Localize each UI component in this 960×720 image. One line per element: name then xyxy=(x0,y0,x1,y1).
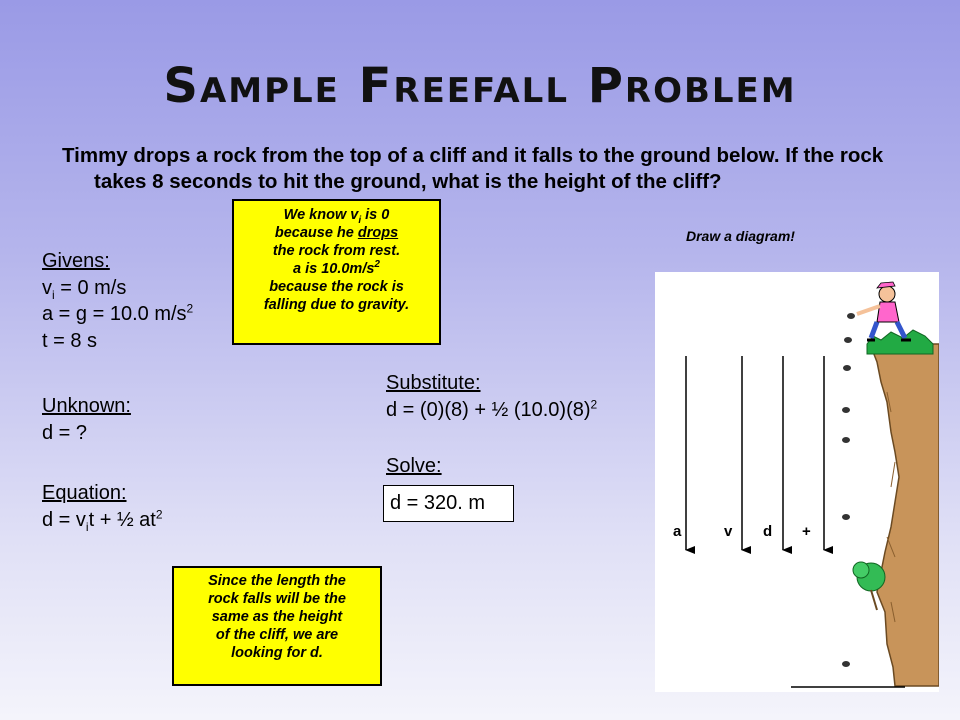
vector-label-plus: + xyxy=(802,523,811,540)
equation-formula: $d = v_it$ + ½ $at^2$ xyxy=(42,506,163,534)
solve-section xyxy=(386,453,442,480)
diagram-label: Draw a diagram! xyxy=(686,228,795,244)
slide-title: Sample Freefall Problem xyxy=(163,58,797,114)
problem-statement: Timmy drops a rock from the top of a cliff and it falls to the ground below. If the rock takes 8 seconds to hit the ground, what is the height of the cliff? xyxy=(62,144,884,193)
equation-heading: Equation: xyxy=(42,482,127,504)
given-vi: $v_i = 0$ m/s xyxy=(42,276,127,302)
cliff-diagram xyxy=(655,272,939,692)
givens-section xyxy=(42,248,193,354)
substitute-formula: d = (0)(8) + ½ $(10.0)(8)^2$ xyxy=(386,396,598,421)
vector-label-d: d xyxy=(763,523,773,540)
vector-label-a: a xyxy=(673,523,682,540)
unknown-value: d = ? xyxy=(42,421,88,444)
timmy-figure xyxy=(857,282,911,340)
cliff-grass xyxy=(867,330,933,354)
unknown-heading: Unknown: xyxy=(42,395,131,417)
vector-label-v: v xyxy=(724,523,733,540)
substitute-section xyxy=(386,370,597,423)
answer-box: d = 320. m xyxy=(383,485,514,522)
substitute-heading: Substitute: xyxy=(386,372,481,394)
given-a: a = g = 10.0 $m/s^2$ xyxy=(42,301,194,325)
solve-heading: Solve: xyxy=(386,455,442,477)
cliff-face xyxy=(870,344,939,686)
note-givens-explanation: We know $v_i$ is 0 because he drops the rock from rest. a is $10.0m/s^2$ because the rock is falling due to gravity. xyxy=(232,199,441,345)
unknown-section xyxy=(42,393,131,446)
givens-heading: Givens: xyxy=(42,250,110,272)
equation-section xyxy=(42,480,163,533)
given-t: t = 8 s xyxy=(42,329,98,352)
note-unknown-explanation: Since the length the rock falls will be the same as the height of the cliff, we are looking for d. xyxy=(172,566,382,686)
